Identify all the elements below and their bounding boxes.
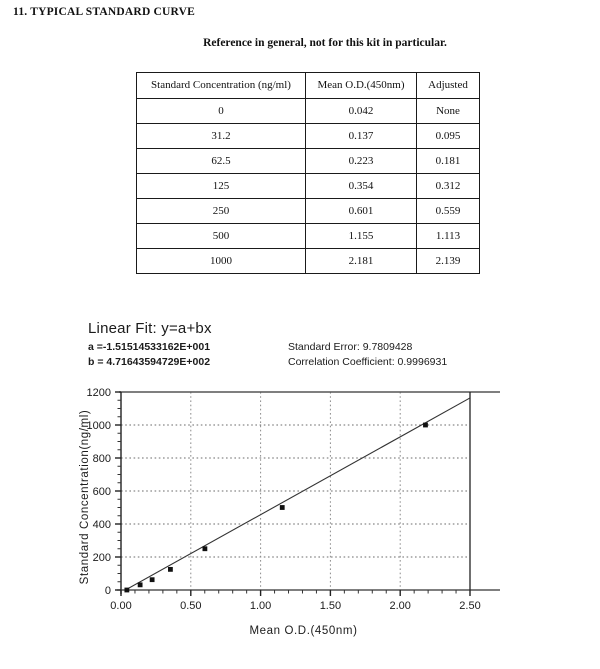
chart-x-tick-label: 2.00	[389, 600, 411, 612]
fit-correlation-label: Correlation Coefficient:	[288, 356, 395, 368]
chart-y-tick-label: 800	[92, 453, 111, 465]
table-cell: 1000	[137, 249, 306, 274]
table-row	[137, 199, 480, 224]
chart-x-tick-label: 2.50	[459, 600, 481, 612]
table-row	[137, 149, 480, 174]
fit-standard-error-value: 9.7809428	[359, 341, 413, 353]
chart-x-tick-label: 1.50	[319, 600, 342, 612]
table-cell: 0.559	[417, 199, 480, 224]
chart-y-tick-label: 400	[92, 519, 111, 531]
table-cell: 0.137	[306, 124, 417, 149]
chart-y-tick-label: 1200	[86, 387, 111, 399]
fit-coefficient-a	[88, 340, 288, 354]
table-cell: 0.095	[417, 124, 480, 149]
column-header-concentration: Standard Concentration (ng/ml)	[137, 73, 306, 99]
table-cell: 0.354	[306, 174, 417, 199]
table-cell: 2.139	[417, 249, 480, 274]
column-header-mean-od: Mean O.D.(450nm)	[306, 73, 417, 99]
chart-data-point	[280, 505, 285, 510]
table-row	[137, 124, 480, 149]
linear-fit-title: Linear Fit: y=a+bx	[88, 320, 212, 337]
fit-coefficient-b-value: 4.71643594729E+002	[106, 356, 211, 368]
chart-data-point	[202, 546, 207, 551]
fit-coefficient-a-label: a =	[88, 341, 103, 353]
chart-y-axis-title: Standard Concentration(ng/ml)	[79, 409, 91, 585]
chart-data-point	[150, 577, 155, 582]
table-cell: None	[417, 99, 480, 124]
table-cell: 2.181	[306, 249, 417, 274]
table-cell: 250	[137, 199, 306, 224]
table-cell: 62.5	[137, 149, 306, 174]
standard-curve-table-container	[136, 72, 480, 274]
column-header-adjusted: Adjusted	[417, 73, 480, 99]
table-row	[137, 249, 480, 274]
chart-svg	[0, 383, 600, 653]
chart-y-tick-label: 600	[92, 486, 111, 498]
table-cell: 0.312	[417, 174, 480, 199]
table-header	[137, 73, 480, 99]
table-cell: 31.2	[137, 124, 306, 149]
table-row	[137, 224, 480, 249]
fit-coefficient-a-value: -1.51514533162E+001	[102, 341, 211, 353]
chart-y-tick-label: 200	[92, 552, 111, 564]
chart-data-point	[423, 423, 428, 428]
fit-coefficient-b	[88, 355, 288, 369]
table-cell: 0.223	[306, 149, 417, 174]
chart-fit-line	[125, 398, 470, 590]
table-header-row	[137, 73, 480, 99]
chart-y-tick-label: 0	[104, 585, 111, 597]
standard-curve-table	[136, 72, 480, 274]
subtitle-note: Reference in general, not for this kit in particular.	[203, 37, 447, 49]
table-body	[137, 99, 480, 274]
table-cell: 500	[137, 224, 306, 249]
table-cell: 1.113	[417, 224, 480, 249]
table-cell: 0.042	[306, 99, 417, 124]
chart-x-tick-label: 1.00	[249, 600, 272, 612]
linear-fit-stats-grid	[88, 340, 447, 369]
table-cell: 0	[137, 99, 306, 124]
standard-curve-chart	[0, 383, 600, 653]
fit-standard-error-label: Standard Error:	[288, 341, 360, 353]
chart-data-point	[138, 582, 143, 587]
chart-y-tick-label: 1000	[86, 420, 111, 432]
table-row	[137, 174, 480, 199]
fit-standard-error	[288, 340, 447, 354]
chart-data-point	[168, 567, 173, 572]
table-cell: 0.181	[417, 149, 480, 174]
chart-x-axis-title: Mean O.D.(450nm)	[249, 625, 358, 637]
fit-correlation-coefficient	[288, 355, 447, 369]
fit-coefficient-b-label: b =	[88, 356, 107, 368]
fit-correlation-value: 0.9996931	[394, 356, 448, 368]
linear-fit-results	[88, 320, 447, 369]
chart-x-tick-label: 0.00	[110, 600, 132, 612]
table-cell: 125	[137, 174, 306, 199]
table-cell: 1.155	[306, 224, 417, 249]
chart-data-point	[124, 588, 129, 593]
chart-x-tick-label: 0.50	[180, 600, 202, 612]
table-cell: 0.601	[306, 199, 417, 224]
page-title: 11. TYPICAL STANDARD CURVE	[13, 6, 196, 18]
table-row	[137, 99, 480, 124]
